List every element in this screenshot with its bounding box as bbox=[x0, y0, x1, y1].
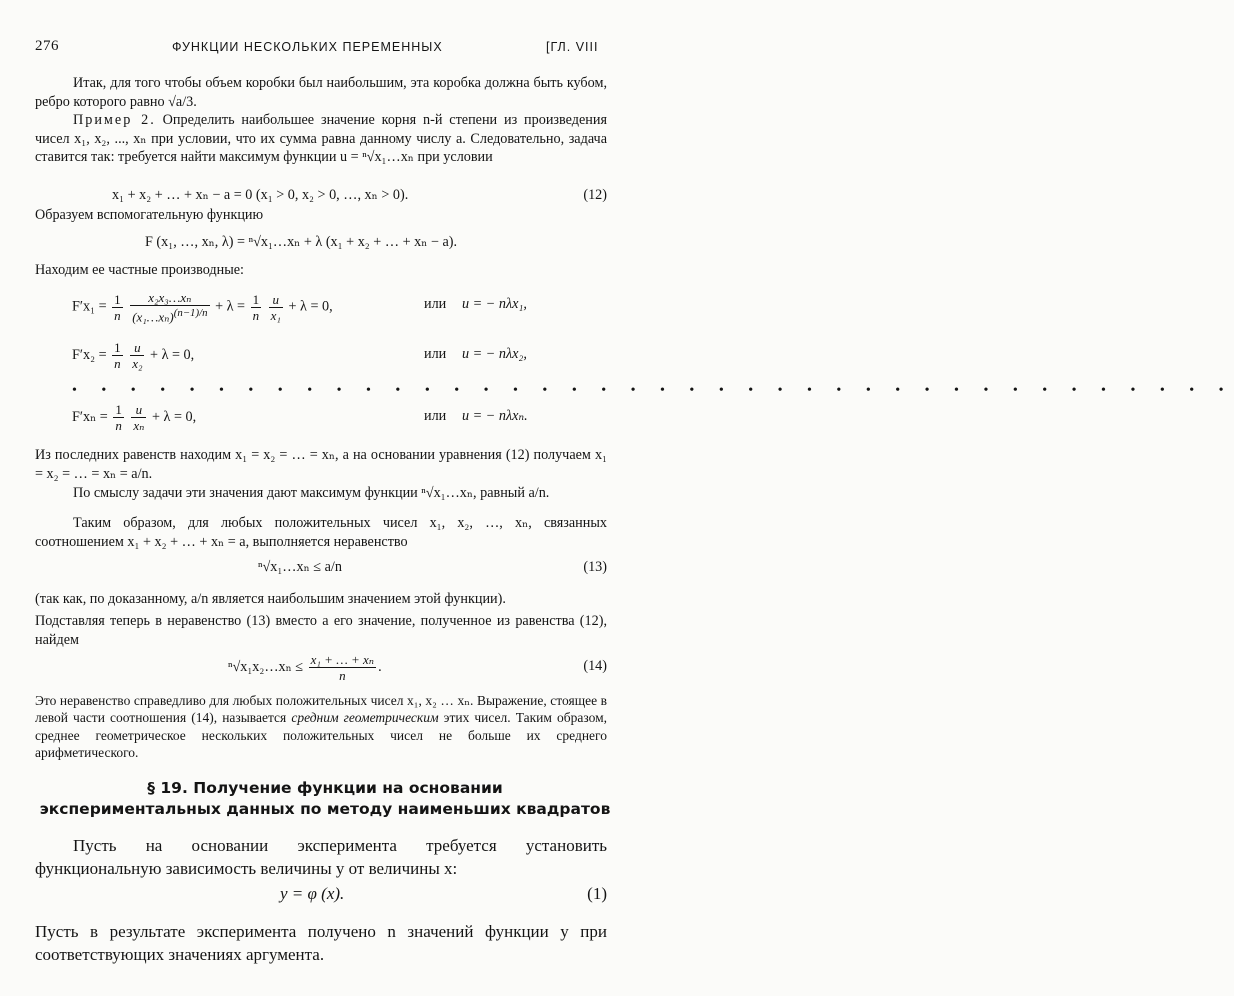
closing-term: средним геометрическим bbox=[291, 710, 439, 726]
fraction-1-over-n-3: $\frac{1}{n}$ bbox=[115, 402, 122, 433]
closing-paragraph bbox=[35, 692, 607, 761]
partial-row-2 bbox=[72, 340, 194, 371]
partial-row-n bbox=[72, 402, 196, 433]
from-last-paragraph: Из последних равенств находим x₁ = x₂ = … = xₙ, а на основании уравнения (12) получаем x₁ = x₂ = … = xₙ = a/n. bbox=[35, 447, 607, 482]
closing-text-b: этих чисел. Таким образом, среднее геометрическое нескольких положительных чисел не больше их среднего арифметического. bbox=[35, 710, 608, 760]
partial-rhs2-1: + λ = 0, bbox=[288, 298, 333, 315]
fraction-1-over-n: $\frac{1}{n}$ bbox=[114, 291, 121, 323]
partial-rhs-1: + λ = bbox=[215, 298, 249, 315]
arithmetic-mean-numerator: x₁ + … + xₙ bbox=[310, 652, 375, 667]
partial-lhs-n: F′xₙ = bbox=[72, 408, 112, 425]
partial-lhs-2: F′x₂ = bbox=[72, 346, 111, 363]
partial-result-2: u = − nλx₂, bbox=[462, 346, 527, 362]
partial-row-1 bbox=[72, 290, 333, 324]
partial-rhs-2: + λ = 0, bbox=[150, 346, 195, 363]
fraction-product-power: $\frac{\text{x₂x₃…xₙ}}{(x_1\dots x_n)^{(n-1)/n}}$ bbox=[132, 290, 208, 325]
partial-result-n: u = − nλxₙ. bbox=[462, 408, 528, 424]
inequality-13: ⁿ√x₁…xₙ ≤ a/n bbox=[258, 559, 342, 575]
fraction-u-over-x2: $\frac{u}{\text{x₂}}$ bbox=[132, 340, 143, 371]
section-heading-line1: § 19. Получение функции на основании bbox=[147, 779, 503, 797]
arithmetic-mean-fraction bbox=[309, 652, 376, 683]
partial-or-n: или bbox=[424, 408, 447, 424]
example-text: Определить наибольшее значение корня n-й степени из произведения чисел x₁, x₂, ..., xₙ при условии, что их сумма равна данному числу a. Следовательно, задача ставится так: требуется найти максимум функции u = ⁿ√x₁…xₙ при условии bbox=[35, 112, 607, 166]
partial-rhs-n: + λ = 0, bbox=[151, 408, 197, 425]
equation-number-1: (1) bbox=[587, 884, 607, 903]
partials-intro: Находим ее частные производные: bbox=[35, 262, 245, 278]
example-label: Пример 2. bbox=[73, 112, 156, 128]
thus-paragraph: Таким образом, для любых положительных чисел x₁, x₂, …, xₙ, связанных соотношением x₁ + x₂ + … + xₙ = a, выполняется неравенство bbox=[35, 515, 607, 550]
section-paragraph-2: Пусть в результате эксперимента получено n значений функции y при соответствующих значениях аргумента. bbox=[35, 922, 607, 964]
substitute-paragraph: Подставляя теперь в неравенство (13) вместо a его значение, полученное из равенства (12), найдем bbox=[35, 613, 607, 648]
chapter-label: [ГЛ. VIII bbox=[546, 40, 599, 54]
arithmetic-mean-denominator: n bbox=[339, 668, 346, 683]
aux-intro: Образуем вспомогательную функцию bbox=[35, 207, 264, 223]
page-number: 276 bbox=[35, 38, 59, 54]
section-heading bbox=[35, 778, 615, 820]
partial-lhs-1: F′x₁ = bbox=[72, 298, 111, 315]
inequality-14-left: ⁿ√x₁x₂…xₙ ≤ bbox=[228, 658, 304, 675]
fraction-1-over-n-b: $\frac{1}{n}$ bbox=[252, 291, 260, 323]
partial-or-2: или bbox=[424, 346, 447, 362]
inequality-14: ⁿ√x₁x₂…xₙ ≤ $\frac{\text{x₁ + … + xₙ}}{n}$ . bbox=[228, 652, 382, 683]
meaning-paragraph: По смыслу задачи эти значения дают максимум функции ⁿ√x₁…xₙ, равный a/n. bbox=[73, 485, 550, 501]
section-heading-line2: экспериментальных данных по методу наименьших квадратов bbox=[39, 800, 611, 818]
running-title: ФУНКЦИИ НЕСКОЛЬКИХ ПЕРЕМЕННЫХ bbox=[172, 40, 443, 54]
equation-number-13: (13) bbox=[583, 559, 607, 575]
condition-equation: x₁ + x₂ + … + xₙ − a = 0 (x₁ > 0, x₂ > 0, …, xₙ > 0). bbox=[112, 187, 409, 203]
partial-result-1: u = − nλx₁, bbox=[462, 296, 527, 312]
equation-number-14: (14) bbox=[583, 658, 607, 674]
equation-1: y = φ (x). bbox=[280, 884, 345, 903]
since-note: (так как, по доказанному, a/n является наибольшим значением этой функции). bbox=[35, 591, 506, 607]
equation-number-12: (12) bbox=[583, 187, 607, 203]
partial-or-1: или bbox=[424, 296, 447, 312]
intro-paragraph: Итак, для того чтобы объем коробки был наибольшим, эта коробка должна быть кубом, ребро которого равно √a/3. bbox=[35, 75, 607, 110]
closing-text-a: Это неравенство справедливо для любых положительных чисел x₁, x₂ … xₙ. Выражение, стоящее в левой части соотношения (14), называется bbox=[35, 693, 607, 726]
fraction-1-over-n-2: $\frac{1}{n}$ bbox=[114, 340, 121, 371]
example-paragraph bbox=[35, 111, 607, 167]
ellipsis-dots-row: • • • • • • • • • • • • • • • • • • • • • • • • • • • • • • • • • • • • • • • • bbox=[72, 383, 1234, 398]
aux-function: F (x₁, …, xₙ, λ) = ⁿ√x₁…xₙ + λ (x₁ + x₂ + … + xₙ − a). bbox=[145, 234, 458, 250]
section-paragraph-1: Пусть на основании эксперимента требуется установить функциональную зависимость величины y от величины x: bbox=[35, 836, 607, 878]
fraction-u-over-xn: $\frac{u}{\text{xₙ}}$ bbox=[133, 402, 145, 433]
fraction-u-over-x1: $\frac{u}{\text{x₁}}$ bbox=[270, 291, 281, 323]
